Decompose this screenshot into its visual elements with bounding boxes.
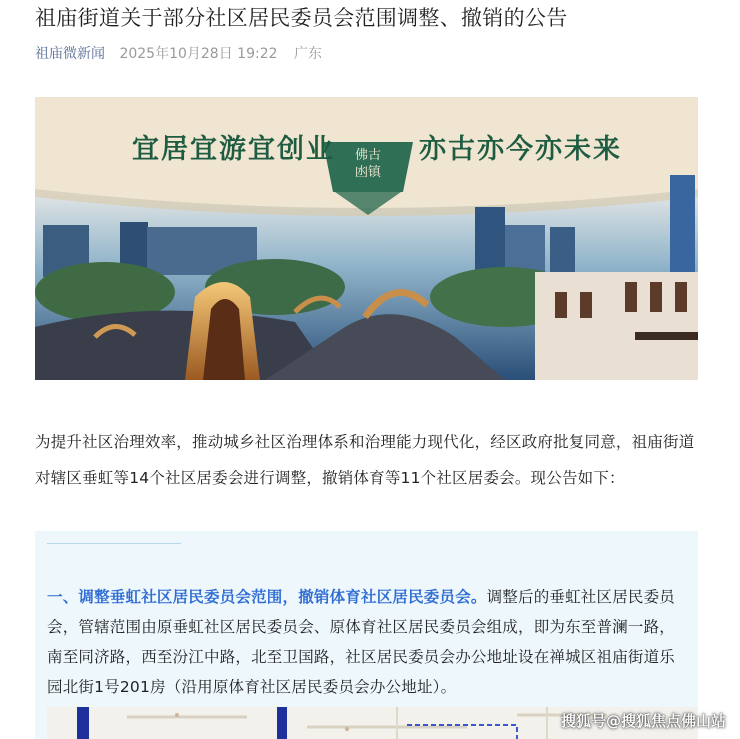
publish-location: 广东: [293, 46, 322, 62]
emblem-line-2: 凼镇: [354, 165, 381, 180]
emblem-line-1: 佛古: [354, 148, 381, 163]
section-1-heading: 一、调整垂虹社区居民委员会范围，撤销体育社区居民委员会。: [47, 588, 487, 606]
source-link[interactable]: 祖庙微新闻: [35, 46, 105, 62]
section-1-paragraph: [47, 582, 689, 702]
banner-slogan-right: 亦古亦今亦未来: [419, 134, 622, 165]
article-title: 祖庙街道关于部分社区居民委员会范围调整、撤销的公告: [35, 6, 568, 30]
article-meta: [35, 44, 322, 64]
section-1-body: 调整后的垂虹社区居民委员会，管辖范围由原垂虹社区居民委员会、原体育社区居民委员会组成，即为东至普澜一路，南至同济路，西至汾江中路，北至卫国路，社区居民委员会办公地址设在禅城区祖庙街道乐园北街1号201房（沿用原体育社区居民委员会办公地址）。: [47, 588, 676, 696]
watermark: 搜狐号@搜狐焦点佛山站: [560, 712, 726, 730]
banner-slogan-left: 宜居宜游宜创业: [132, 134, 335, 165]
intro-paragraph: 为提升社区治理效率，推动城乡社区治理体系和治理能力现代化，经区政府批复同意，祖庙街道对辖区垂虹等14个社区居委会进行调整，撤销体育等11个社区居委会。现公告如下：: [35, 433, 695, 487]
section-divider: [47, 543, 181, 544]
banner-image: [35, 97, 698, 380]
notice-section: [35, 531, 698, 739]
banner-emblem: [338, 147, 398, 181]
publish-time: 2025年10月28日 19:22: [119, 46, 278, 62]
